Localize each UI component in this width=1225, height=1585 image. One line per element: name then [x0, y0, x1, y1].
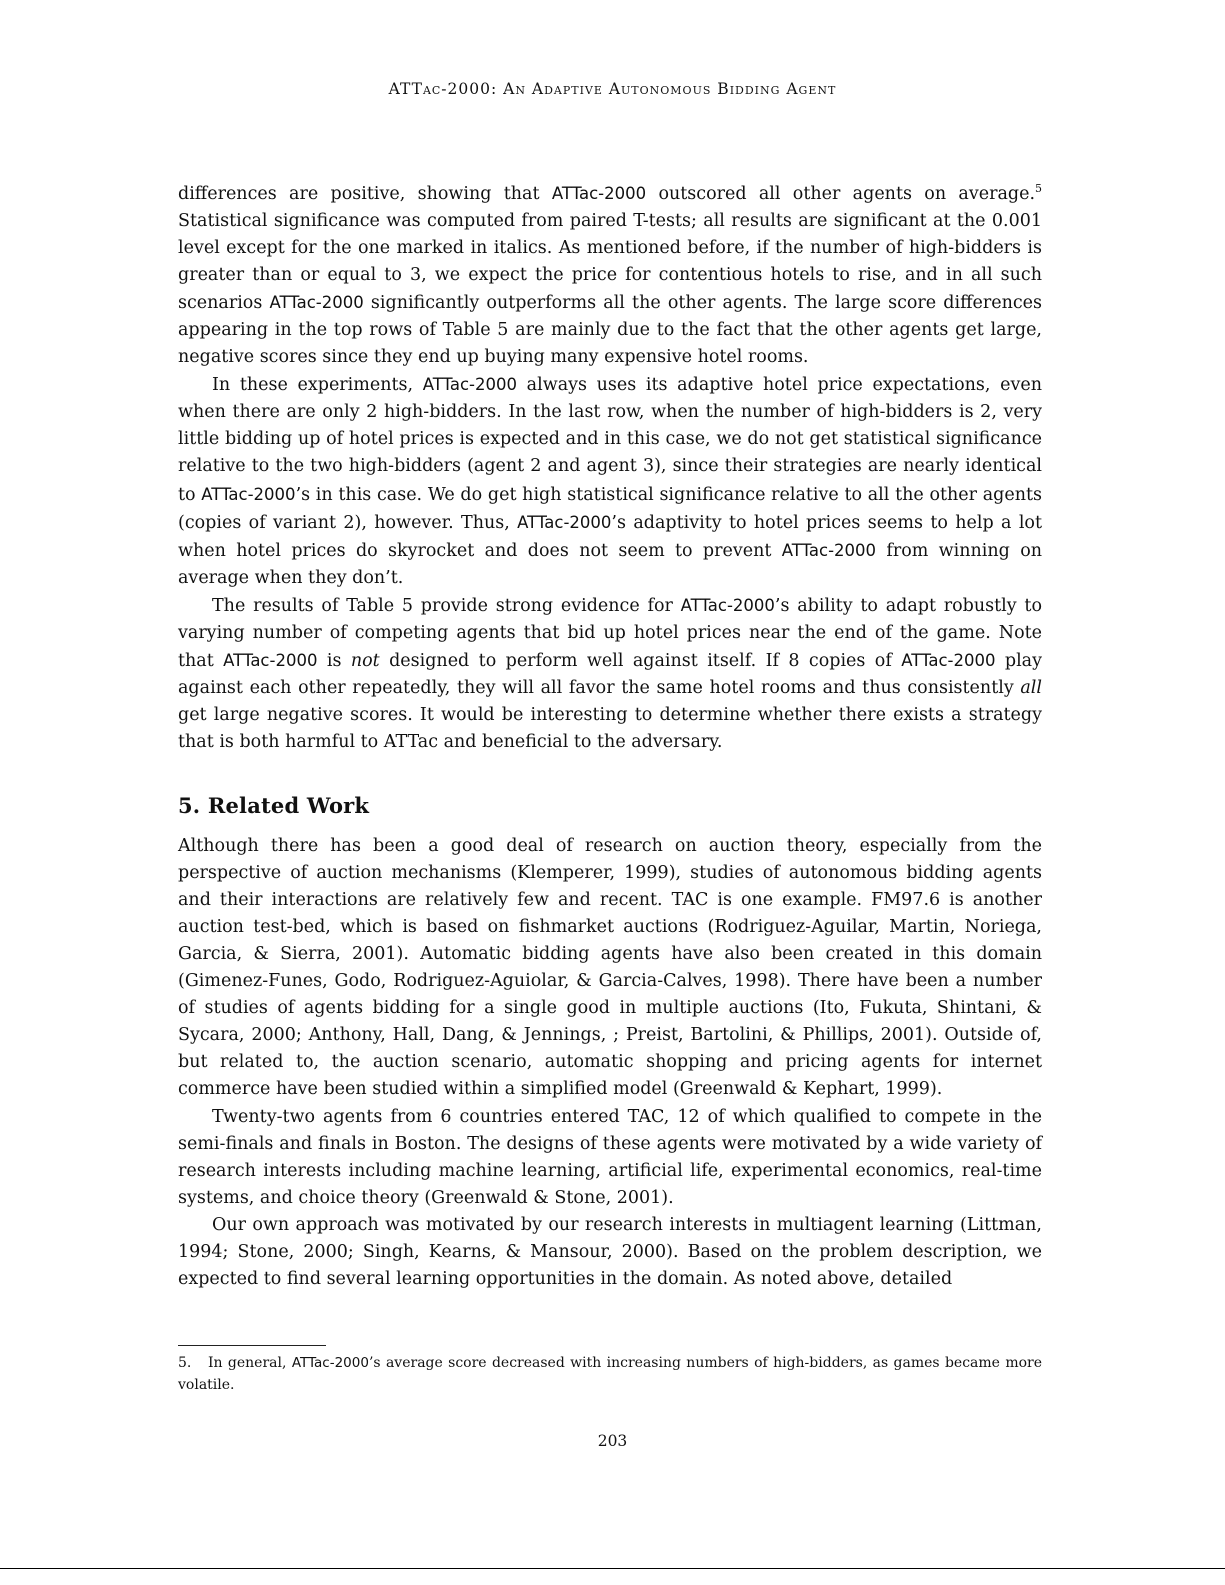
text-span: designed to perform well against itself. If 8 copies of — [379, 650, 902, 671]
footnote-number: 5. — [178, 1355, 192, 1371]
text-span: In general, — [208, 1355, 292, 1371]
paragraph-5: Twenty-two agents from 6 countries entered TAC, 12 of which qualified to compete in the semi-finals and finals in Boston. The designs of these agents were motivated by a wide variety of research interests including machine learning, artificial life, experimental economics, real-time systems, and choice theory (Greenwald & Stone, 2001). — [178, 1106, 1042, 1208]
agent-name: ATTac-2000 — [291, 1355, 369, 1371]
agent-name: ATTac-2000 — [901, 650, 996, 670]
page-number: 203 — [597, 1432, 628, 1450]
paragraph-3 — [178, 592, 1042, 756]
text-span: differences are positive, showing that — [178, 184, 552, 204]
text-span: ’s ability to adapt robustly to varying number of competing agents that bid up hotel prices near the end of the game. Note that — [178, 595, 1042, 671]
footnote-divider — [178, 1345, 326, 1346]
text-span: outscored all other agents on average. — [646, 184, 1036, 204]
text-span: ’s in this case. We do get high statistical significance relative to all the other agents (copies of variant 2), however. Thus, — [178, 484, 1042, 533]
running-head: ATTac-2000: An Adaptive Autonomous Bidding Agent — [388, 80, 837, 98]
section-heading: 5. Related Work — [178, 792, 370, 818]
agent-name: ATTac-2000 — [551, 184, 647, 203]
paragraph-1 — [178, 180, 1042, 371]
text-span: get large negative scores. It would be interesting to determine whether there exists a strategy that is both harmful to ATTac and beneficial to the adversary. — [178, 704, 1042, 752]
agent-name: ATTac-2000 — [201, 484, 296, 504]
text-span: Statistical significance was computed from paired T-tests; all results are significant at the 0.001 level except for the one marked in italics. As mentioned before, if the number of high-bidders is greater than or equal to 3, we expect the price for contentious hotels to rise, and in all such scenarios — [178, 211, 1042, 314]
text-span: always uses its adaptive hotel price expectations, even when there are only 2 high-bidders. In the last row, when the number of high-bidders is 2, very little bidding up of hotel prices is expected and in this case, we do not get statistical significance relative to the two high-bidders (agent 2 and agent 3), since their strategies are nearly identical to — [178, 375, 1043, 505]
text-span: is — [317, 650, 351, 671]
emphasis-all: all — [1020, 677, 1042, 698]
text-span: ’s adaptivity to hotel prices seems to help a lot when hotel prices do skyrocket and does not seem to prevent — [178, 512, 1042, 561]
footnote-5 — [178, 1352, 1042, 1396]
page-bottom-border — [0, 1568, 1225, 1569]
text-span: ’s average score decreased with increasing numbers of high-bidders, as games became more volatile. — [178, 1355, 1043, 1393]
agent-name: ATTac-2000 — [517, 512, 612, 532]
agent-name: ATTac-2000 — [269, 293, 364, 313]
body-text — [178, 180, 1042, 1293]
emphasis-not: not — [350, 650, 380, 671]
paragraph-6: Our own approach was motivated by our research interests in multiagent learning (Littman, 1994; Stone, 2000; Singh, Kearns, & Mansour, 2000). Based on the problem description, we expected to find several learning opportunities in the domain. As noted above, detailed — [178, 1214, 1042, 1289]
text-span: In these experiments, — [212, 375, 423, 396]
footnote-mark[interactable]: 5 — [1035, 182, 1043, 196]
agent-name: ATTac-2000 — [223, 650, 318, 670]
text-span: play against each other repeatedly, they will all favor the same hotel rooms and thus consistently — [178, 650, 1043, 698]
text-span: The results of Table 5 provide strong evidence for — [212, 595, 681, 616]
text-span: from winning on average when they don’t. — [178, 540, 1043, 588]
agent-name: ATTac-2000 — [422, 375, 518, 395]
agent-name: ATTac-2000 — [781, 540, 877, 560]
text-span: significantly outperforms all the other agents. The large score differences appearing in the top rows of Table 5 are mainly due to the fact that the other agents get large, negative scores since they end up buying many expensive hotel rooms. — [178, 293, 1043, 368]
paragraph-4: Although there has been a good deal of research on auction theory, especially from the perspective of auction mechanisms (Klemperer, 1999), studies of autonomous bidding agents and their interactions are relatively few and recent. TAC is one example. FM97.6 is another auction test-bed, which is based on fishmarket auctions (Rodriguez-Aguilar, Martin, Noriega, Garcia, & Sierra, 2001). Automatic bidding agents have also been created in this domain (Gimenez-Funes, Godo, Rodriguez-Aguiolar, & Garcia-Calves, 1998). There have been a number of studies of agents bidding for a single good in multiple auctions (Ito, Fukuta, Shintani, & Sycara, 2000; Anthony, Hall, Dang, & Jennings, ; Preist, Bartolini, & Phillips, 2001). Outside of, but related to, the auction scenario, automatic shopping and pricing agents for internet commerce have been studied within a simplified model (Greenwald & Kephart, 1999). — [178, 836, 1042, 1100]
paragraph-2 — [178, 371, 1042, 591]
agent-name: ATTac-2000 — [680, 595, 775, 615]
